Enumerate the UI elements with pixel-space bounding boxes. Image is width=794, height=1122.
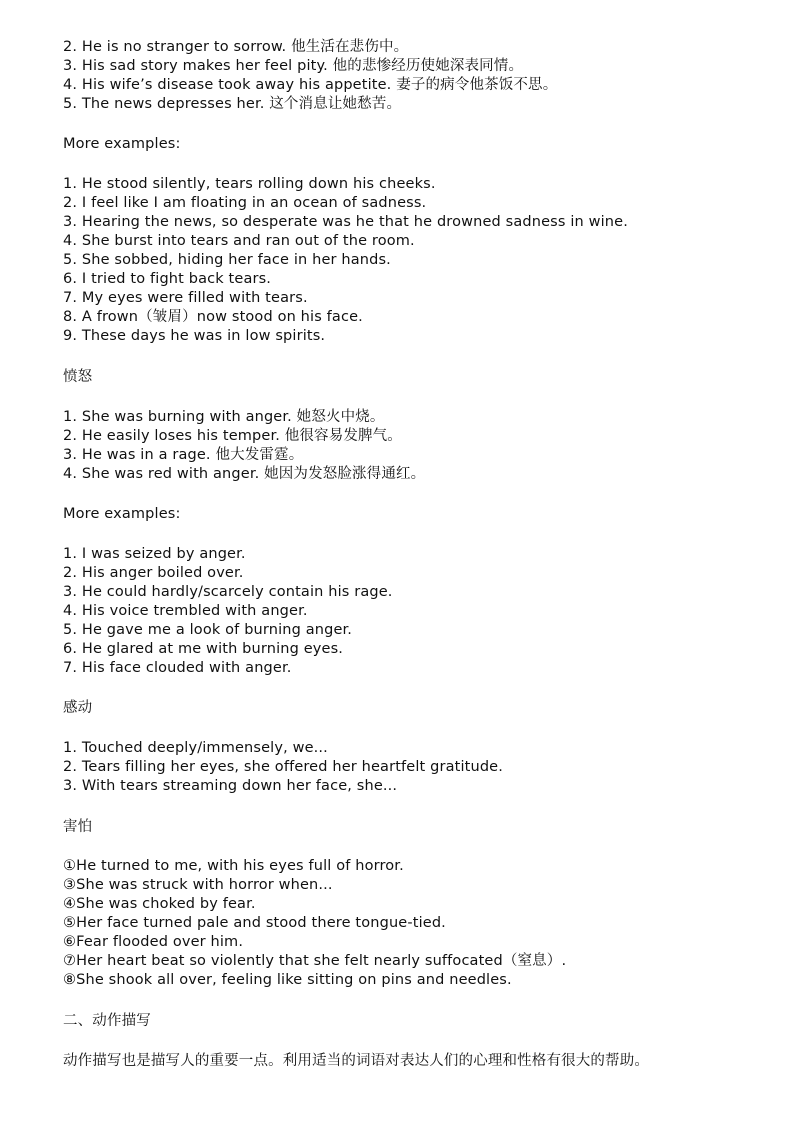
anger-sentence: 4. She was red with anger. 她因为发怒脸涨得通红。 xyxy=(63,466,426,482)
sadness-example: 1. He stood silently, tears rolling down his cheeks. xyxy=(63,176,436,192)
section-intro: 动作描写也是描写人的重要一点。利用适当的词语对表达人们的心理和性格有很大的帮助。 xyxy=(63,1053,649,1069)
sadness-example: 7. My eyes were filled with tears. xyxy=(63,290,308,306)
fear-example: ⑧She shook all over, feeling like sitting on pins and needles. xyxy=(63,972,512,988)
moved-heading: 感动 xyxy=(63,700,93,716)
anger-example: 7. His face clouded with anger. xyxy=(63,660,292,676)
fear-heading: 害怕 xyxy=(63,819,93,835)
anger-heading: 愤怒 xyxy=(63,369,93,385)
sadness-example: 5. She sobbed, hiding her face in her hands. xyxy=(63,252,391,268)
sadness-example: 4. She burst into tears and ran out of the room. xyxy=(63,233,415,249)
anger-example: 4. His voice trembled with anger. xyxy=(63,603,308,619)
fear-example: ①He turned to me, with his eyes full of horror. xyxy=(63,858,404,874)
sadness-sentence: 5. The news depresses her. 这个消息让她愁苦。 xyxy=(63,96,402,112)
sadness-sentence: 2. He is no stranger to sorrow. 他生活在悲伤中。 xyxy=(63,39,409,55)
fear-example: ⑤Her face turned pale and stood there tongue-tied. xyxy=(63,915,446,931)
anger-example: 2. His anger boiled over. xyxy=(63,565,244,581)
fear-example: ⑦Her heart beat so violently that she felt nearly suffocated（窒息）. xyxy=(63,953,567,969)
sadness-example: 9. These days he was in low spirits. xyxy=(63,328,326,344)
sadness-example: 2. I feel like I am floating in an ocean of sadness. xyxy=(63,195,427,211)
sadness-example: 8. A frown（皱眉）now stood on his face. xyxy=(63,309,363,325)
anger-sentence: 1. She was burning with anger. 她怒火中烧。 xyxy=(63,409,385,425)
more-examples-label: More examples: xyxy=(63,136,181,152)
sadness-example: 6. I tried to fight back tears. xyxy=(63,271,272,287)
anger-example: 3. He could hardly/scarcely contain his rage. xyxy=(63,584,393,600)
anger-example: 1. I was seized by anger. xyxy=(63,546,246,562)
section-heading: 二、动作描写 xyxy=(63,1013,151,1029)
moved-example: 3. With tears streaming down her face, she... xyxy=(63,778,398,794)
moved-example: 1. Touched deeply/immensely, we... xyxy=(63,740,328,756)
anger-example: 5. He gave me a look of burning anger. xyxy=(63,622,353,638)
anger-sentence: 2. He easily loses his temper. 他很容易发脾气。 xyxy=(63,428,402,444)
anger-example: 6. He glared at me with burning eyes. xyxy=(63,641,344,657)
sadness-sentence: 3. His sad story makes her feel pity. 他的悲惨经历使她深表同情。 xyxy=(63,58,524,74)
anger-sentence: 3. He was in a rage. 他大发雷霆。 xyxy=(63,447,304,463)
more-examples-label: More examples: xyxy=(63,506,181,522)
fear-example: ④She was choked by fear. xyxy=(63,896,256,912)
moved-example: 2. Tears filling her eyes, she offered her heartfelt gratitude. xyxy=(63,759,504,775)
sadness-sentence: 4. His wife’s disease took away his appetite. 妻子的病令他茶饭不思。 xyxy=(63,77,558,93)
sadness-example: 3. Hearing the news, so desperate was he that he drowned sadness in wine. xyxy=(63,214,628,230)
fear-example: ③She was struck with horror when... xyxy=(63,877,333,893)
fear-example: ⑥Fear flooded over him. xyxy=(63,934,244,950)
